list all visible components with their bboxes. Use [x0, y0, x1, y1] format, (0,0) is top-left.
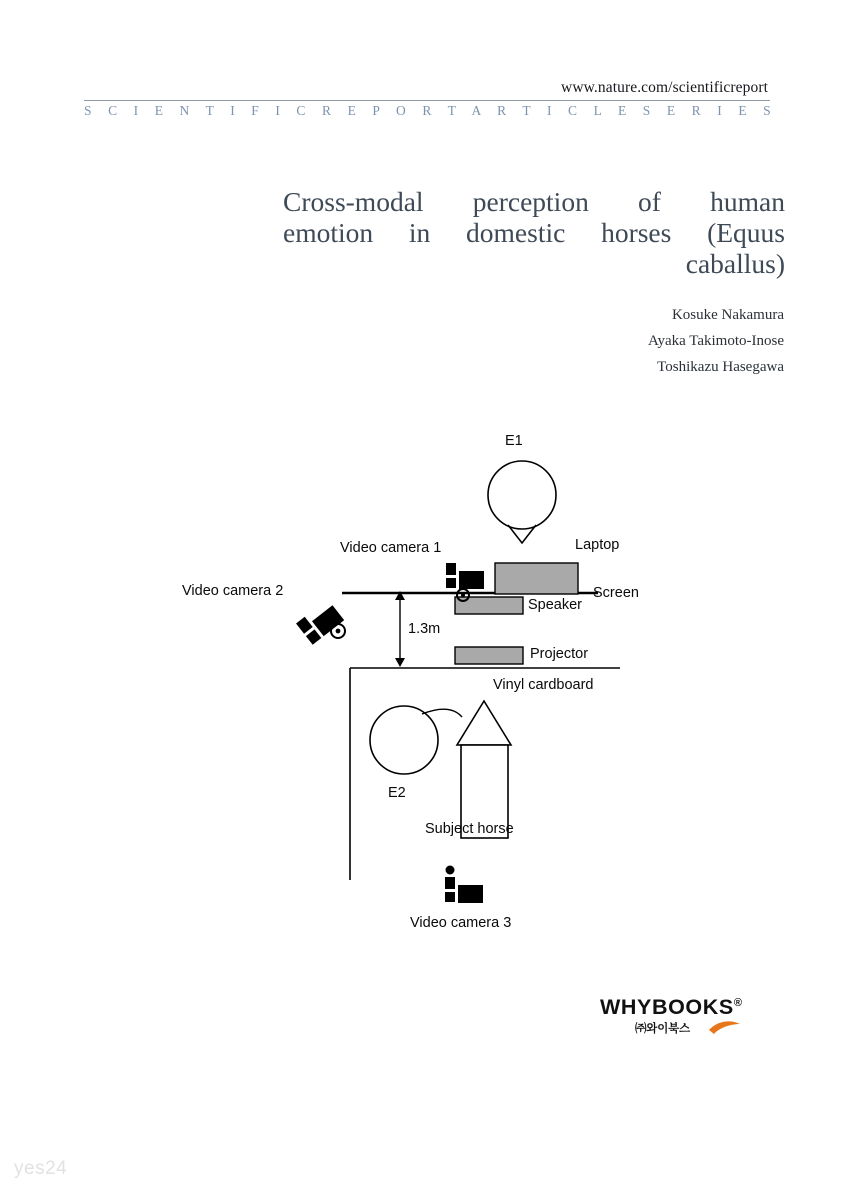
- video-camera-3-top-dot-icon: [446, 866, 455, 875]
- figure-label-video-camera-3: Video camera 3: [410, 915, 512, 931]
- author-name: Ayaka Takimoto-Inose: [647, 333, 784, 349]
- series-banner: S C I E N T I F I C R E P O R T A R T I C L E S E R I E S: [84, 103, 778, 118]
- author-name: Toshikazu Hasegawa: [657, 359, 784, 375]
- figure-label-speaker: Speaker: [528, 597, 583, 613]
- e1-head-shape: [488, 461, 556, 529]
- figure-label-projector: Projector: [530, 646, 589, 662]
- figure-label-screen: Screen: [593, 585, 639, 601]
- figure-label-video-camera-1: Video camera 1: [340, 540, 442, 556]
- laptop-shape: [495, 563, 578, 594]
- title-line-2: emotion in domestic horses (Equus: [283, 217, 785, 248]
- swoosh-icon: [708, 1017, 742, 1040]
- publisher-korean-name: ㈜와이북스: [635, 1023, 690, 1035]
- figure-label-laptop: Laptop: [575, 537, 620, 553]
- page-title: [283, 186, 785, 279]
- journal-url: www.nature.com/scientificreport: [561, 79, 768, 96]
- video-camera-3-icon: [445, 877, 483, 903]
- figure-label-distance: 1.3m: [408, 621, 441, 637]
- video-camera-1-icon: [446, 563, 484, 601]
- projector-shape: [455, 647, 523, 664]
- horse-head-shape: [457, 701, 511, 745]
- title-line-1: Cross-modal perception of human: [283, 186, 785, 217]
- header-divider: [84, 100, 770, 101]
- figure-label-e1: E1: [505, 433, 523, 449]
- publisher-logo: [600, 995, 760, 1041]
- distance-arrow-head-bottom: [395, 658, 405, 667]
- figure-label-video-camera-2: Video camera 2: [182, 583, 284, 599]
- figure-label-subject-horse: Subject horse: [425, 821, 514, 837]
- title-line-3: caballus): [685, 248, 785, 279]
- figure-label-e2: E2: [388, 785, 406, 801]
- registered-mark-icon: ®: [733, 996, 743, 1009]
- publisher-name-text: WHYBOOKS: [600, 995, 734, 1019]
- e2-head-shape: [370, 706, 438, 774]
- figure-graphics: [150, 425, 710, 945]
- experiment-setup-figure: [150, 425, 710, 945]
- watermark: yes24: [14, 1158, 68, 1179]
- figure-label-vinyl-cardboard: Vinyl cardboard: [493, 677, 594, 693]
- author-name: Kosuke Nakamura: [671, 307, 784, 323]
- author-list: [364, 302, 784, 380]
